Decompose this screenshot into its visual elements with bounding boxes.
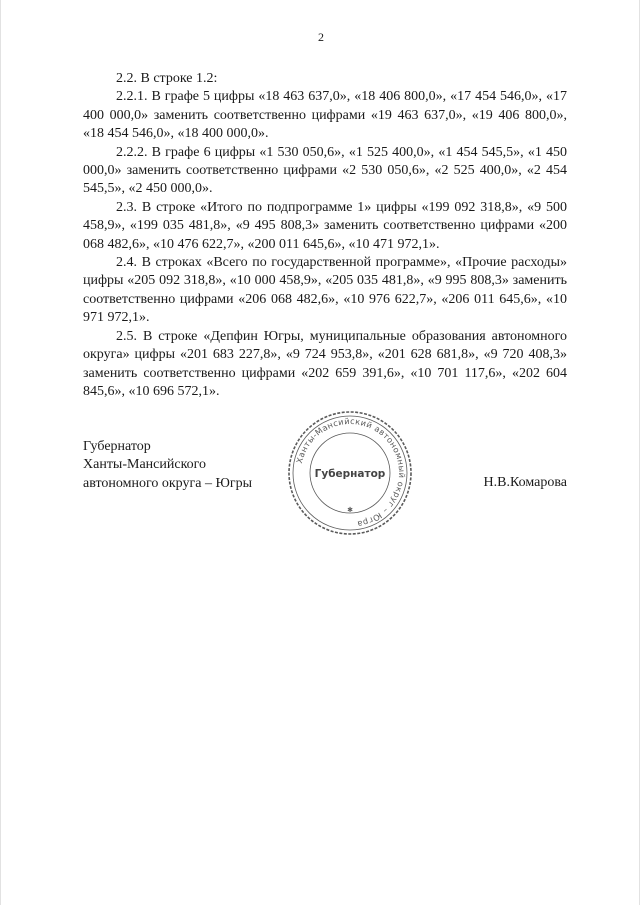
signature-block bbox=[83, 415, 567, 548]
amendment-text bbox=[83, 70, 567, 401]
paragraph-2-2: 2.2. В строке 1.2: bbox=[116, 71, 218, 86]
seal-ring-text-path: Ханты-Мансийский автономный округ – Югра bbox=[294, 415, 408, 530]
seal-star-icon: ✱ bbox=[347, 506, 353, 514]
signatory-title-line: автономного округа – Югры bbox=[83, 475, 252, 491]
seal-center-text: Губернатор bbox=[314, 468, 386, 480]
paragraph-2-2-2: 2.2.2. В графе 6 цифры «1 530 050,6», «1 525 400,0», «1 454 545,5», «1 450 000,0» заменить соответственно цифрами «2 530 050,6», «2 525 400,0», «2 454 545,5», «2 450 000,0». bbox=[83, 144, 567, 197]
signatory-title-line: Ханты-Мансийского bbox=[83, 457, 207, 473]
signatory-title-line: Губернатор bbox=[83, 439, 151, 454]
seal-graphic bbox=[285, 408, 415, 538]
paragraph-2-4: 2.4. В строках «Всего по государственной программе», «Прочие расходы» цифры «205 092 318,8», «10 000 458,9», «205 035 481,8», «9 995 808,3» заменить соответственно цифрами «206 068 482,6», «10 976 622,7», «206 011 645,6», «10 971 972,1». bbox=[83, 255, 567, 326]
page-number: 2 bbox=[318, 30, 324, 44]
paragraph-2-5: 2.5. В строке «Депфин Югры, муниципальные образования автономного округа» цифры «201 683 227,8», «9 724 953,8», «201 628 681,8», «9 720 408,3» заменить соответственно цифрами «202 659 391,6», «10 701 117,6», «202 604 845,6», «10 696 572,1». bbox=[83, 328, 567, 399]
paragraph-2-2-1: 2.2.1. В графе 5 цифры «18 463 637,0», «18 406 800,0», «17 454 546,0», «17 400 000,0» заменить соответственно цифрами «19 463 637,0», «19 406 800,0», «18 454 546,0», «18 400 000,0». bbox=[83, 89, 567, 142]
signatory-title bbox=[83, 438, 252, 493]
paragraph-2-3: 2.3. В строке «Итого по подпрограмме 1» цифры «199 092 318,8», «9 500 458,9», «199 035 481,8», «9 495 808,3» заменить соответственно цифрами «200 068 482,6», «10 476 622,7», «200 011 645,6», «10 471 972,1». bbox=[83, 199, 567, 252]
official-seal bbox=[285, 408, 415, 538]
signatory-name: Н.В.Комарова bbox=[483, 475, 567, 490]
